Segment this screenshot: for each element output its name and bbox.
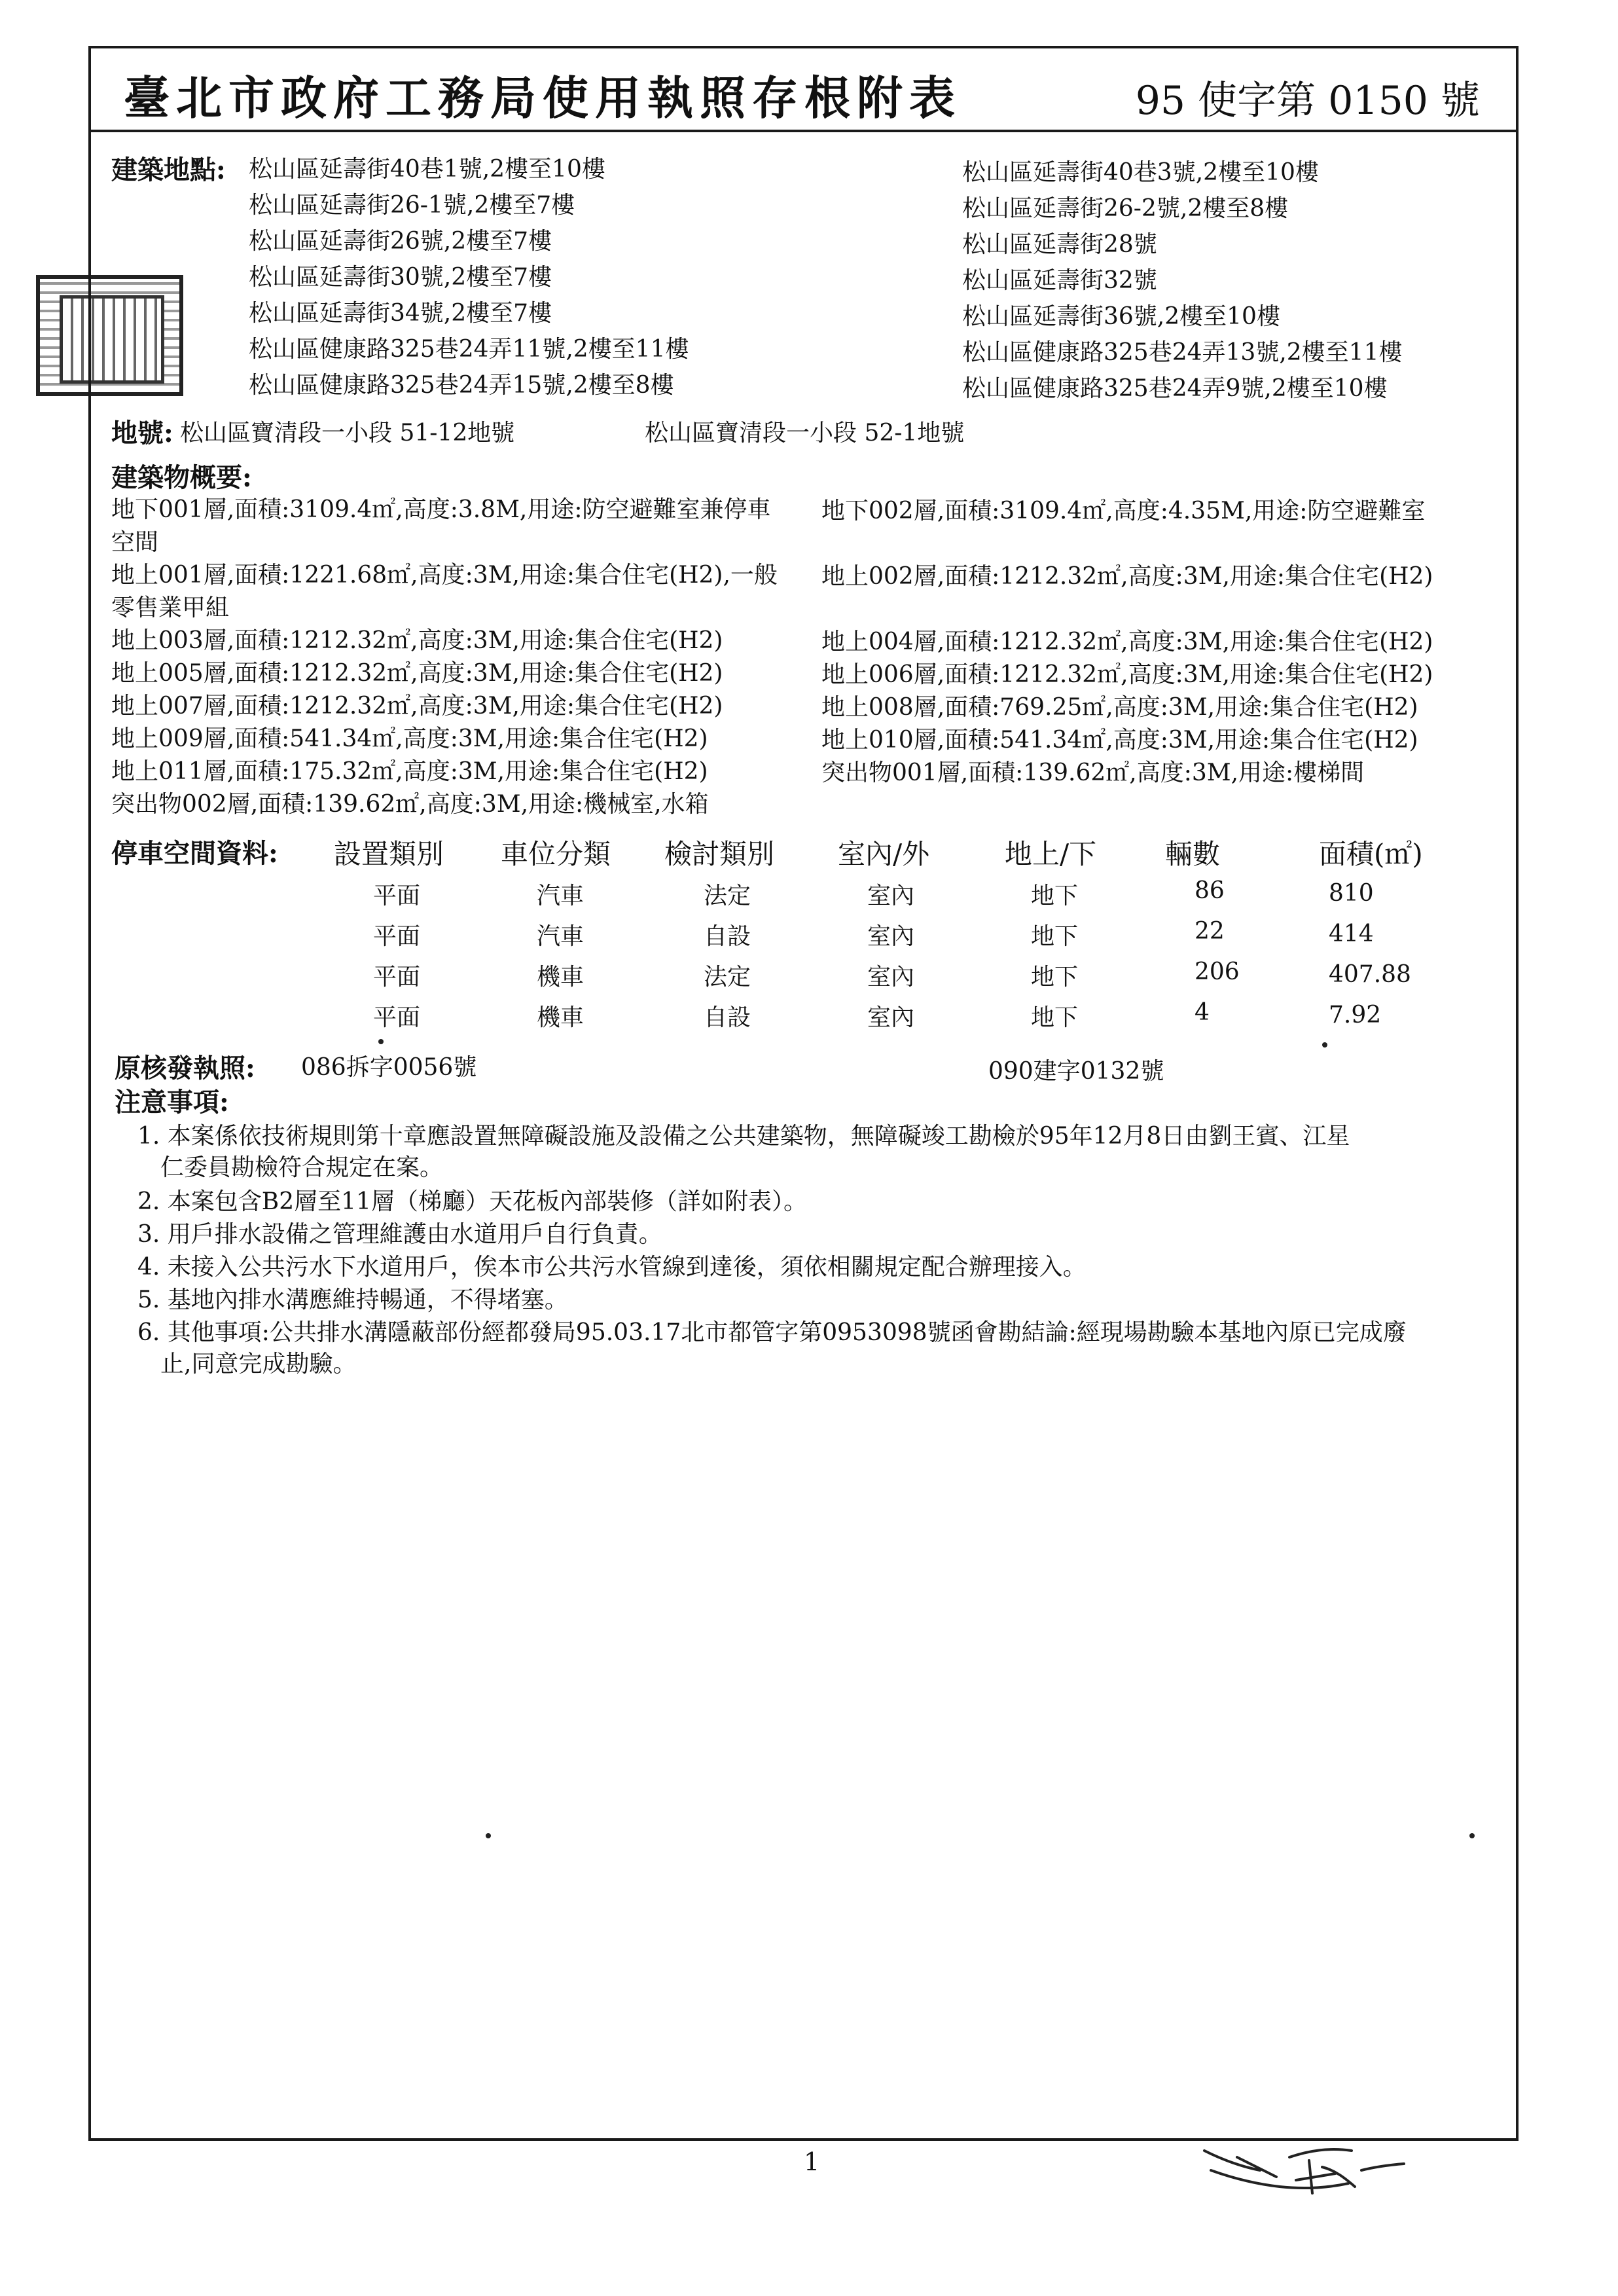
building-line: 地上008層,面積:769.25㎡,高度:3M,用途:集合住宅(H2): [821, 694, 1418, 721]
scan-speck: [1469, 1833, 1475, 1838]
parking-cell: 室內: [867, 923, 915, 950]
building-line: 地下002層,面積:3109.4㎡,高度:4.35M,用途:防空避難室: [821, 498, 1426, 524]
building-line: 地上009層,面積:541.34㎡,高度:3M,用途:集合住宅(H2): [111, 725, 708, 752]
scan-speck: [378, 1039, 384, 1044]
location-left-2: 松山區延壽街26-1號,2樓至7樓: [249, 192, 575, 219]
location-left-7: 松山區健康路325巷24弄15號,2樓至8樓: [249, 372, 674, 399]
parking-cell: 平面: [373, 964, 421, 991]
parking-cell: 平面: [373, 1004, 421, 1031]
parking-label: 停車空間資料:: [111, 838, 278, 869]
permit-number: 95 使字第 0150 號: [1135, 78, 1480, 124]
parking-cell: 206: [1195, 958, 1240, 985]
parking-cell: 平面: [373, 923, 421, 950]
location-left-6: 松山區健康路325巷24弄11號,2樓至11樓: [249, 336, 689, 363]
note-line: 3. 用戶排水設備之管理維護由水道用戶自行負責。: [137, 1221, 662, 1248]
parking-cell: 22: [1195, 918, 1225, 945]
building-line: 地下001層,面積:3109.4㎡,高度:3.8M,用途:防空避難室兼停車: [111, 496, 771, 523]
parking-header: 車位分類: [501, 838, 611, 870]
location-right-4: 松山區延壽街32號: [962, 267, 1157, 294]
original-permit-right: 090建字0132號: [988, 1058, 1164, 1085]
parking-header: 面積(㎡): [1319, 838, 1423, 870]
location-right-5: 松山區延壽街36號,2樓至10樓: [962, 303, 1280, 330]
scan-speck: [486, 1833, 491, 1838]
parking-header: 室內/外: [838, 838, 930, 870]
building-line: 突出物001層,面積:139.62㎡,高度:3M,用途:樓梯間: [821, 759, 1365, 786]
location-right-7: 松山區健康路325巷24弄9號,2樓至10樓: [962, 375, 1388, 402]
location-right-3: 松山區延壽街28號: [962, 231, 1157, 258]
building-line: 地上004層,面積:1212.32㎡,高度:3M,用途:集合住宅(H2): [821, 629, 1433, 655]
building-line: 地上010層,面積:541.34㎡,高度:3M,用途:集合住宅(H2): [821, 727, 1418, 754]
parking-cell: 室內: [867, 1004, 915, 1031]
parking-cell: 地下: [1031, 883, 1079, 909]
parking-cell: 室內: [867, 883, 915, 909]
parking-cell: 4: [1195, 999, 1210, 1026]
parking-cell: 自設: [704, 923, 751, 950]
building-line: 零售業甲組: [111, 594, 230, 621]
title-bar: [91, 48, 1516, 132]
parking-cell: 地下: [1031, 1004, 1079, 1031]
building-line: 突出物002層,面積:139.62㎡,高度:3M,用途:機械室,水箱: [111, 791, 709, 818]
location-left-4: 松山區延壽街30號,2樓至7樓: [249, 264, 552, 291]
parking-cell: 室內: [867, 964, 915, 991]
building-line: 地上003層,面積:1212.32㎡,高度:3M,用途:集合住宅(H2): [111, 627, 723, 654]
parking-cell: 法定: [704, 964, 751, 991]
location-right-2: 松山區延壽街26-2號,2樓至8樓: [962, 195, 1289, 222]
original-permit-left: 086拆字0056號: [301, 1054, 477, 1081]
parking-header: 檢討類別: [664, 838, 775, 870]
building-line: 地上005層,面積:1212.32㎡,高度:3M,用途:集合住宅(H2): [111, 660, 723, 687]
building-line: 地上007層,面積:1212.32㎡,高度:3M,用途:集合住宅(H2): [111, 693, 723, 720]
parking-cell: 機車: [537, 964, 584, 991]
building-line: 地上011層,面積:175.32㎡,高度:3M,用途:集合住宅(H2): [111, 758, 708, 785]
parking-cell: 810: [1329, 880, 1374, 907]
parking-cell: 407.88: [1329, 961, 1411, 988]
note-line: 2. 本案包含B2層至11層（梯廳）天花板內部裝修（詳如附表）。: [137, 1188, 807, 1215]
parking-cell: 汽車: [537, 923, 584, 950]
note-line: 止,同意完成勘驗。: [160, 1351, 357, 1377]
parking-cell: 自設: [704, 1004, 751, 1031]
lot-label: 地號:: [111, 418, 173, 448]
page-number: 1: [804, 2147, 820, 2176]
lot-right: 松山區寶清段一小段 52-1地號: [645, 420, 965, 446]
location-left-1: 松山區延壽街40巷1號,2樓至10樓: [249, 156, 605, 183]
parking-cell: 地下: [1031, 964, 1079, 991]
location-label: 建築地點:: [111, 155, 226, 185]
location-left-5: 松山區延壽街34號,2樓至7樓: [249, 300, 552, 327]
document-title: 臺北市政府工務局使用執照存根附表: [124, 71, 962, 125]
building-line: 地上002層,面積:1212.32㎡,高度:3M,用途:集合住宅(H2): [821, 563, 1433, 590]
parking-cell: 7.92: [1329, 1002, 1382, 1029]
parking-cell: 法定: [704, 883, 751, 909]
parking-cell: 414: [1329, 920, 1374, 947]
scan-speck: [1322, 1042, 1327, 1048]
note-line: 仁委員勘檢符合規定在案。: [160, 1154, 444, 1181]
note-line: 6. 其他事項:公共排水溝隱蔽部份經都發局95.03.17北市都管字第0953098號函會勘結論:經現場勘驗本基地內原已完成廢: [137, 1319, 1407, 1346]
building-line: 地上006層,面積:1212.32㎡,高度:3M,用途:集合住宅(H2): [821, 661, 1433, 688]
location-right-6: 松山區健康路325巷24弄13號,2樓至11樓: [962, 339, 1403, 366]
original-permit-label: 原核發執照:: [115, 1053, 255, 1084]
building-line: 地上001層,面積:1221.68㎡,高度:3M,用途:集合住宅(H2),一般: [111, 562, 778, 589]
notes-label: 注意事項:: [115, 1087, 229, 1118]
parking-cell: 86: [1195, 877, 1225, 904]
parking-cell: 汽車: [537, 883, 584, 909]
handwritten-signature: [1198, 2131, 1407, 2203]
parking-cell: 地下: [1031, 923, 1079, 950]
note-line: 4. 未接入公共污水下水道用戶，俟本市公共污水管線到達後，須依相關規定配合辦理接入。: [137, 1254, 1087, 1281]
parking-header: 輛數: [1165, 838, 1221, 870]
building-line: 空間: [111, 529, 159, 556]
location-right-1: 松山區延壽街40巷3號,2樓至10樓: [962, 159, 1319, 186]
lot-left: 松山區寶清段一小段 51-12地號: [180, 420, 515, 446]
location-left-3: 松山區延壽街26號,2樓至7樓: [249, 228, 552, 255]
parking-cell: 平面: [373, 883, 421, 909]
parking-header: 地上/下: [1005, 838, 1097, 870]
note-line: 5. 基地內排水溝應維持暢通，不得堵塞。: [137, 1286, 568, 1313]
note-line: 1. 本案係依技術規則第十章應設置無障礙設施及設備之公共建築物，無障礙竣工勘檢於95年12月8日由劉王賓、江星: [137, 1123, 1350, 1150]
building-summary-label: 建築物概要:: [111, 462, 252, 493]
parking-cell: 機車: [537, 1004, 584, 1031]
parking-header: 設置類別: [334, 838, 444, 870]
